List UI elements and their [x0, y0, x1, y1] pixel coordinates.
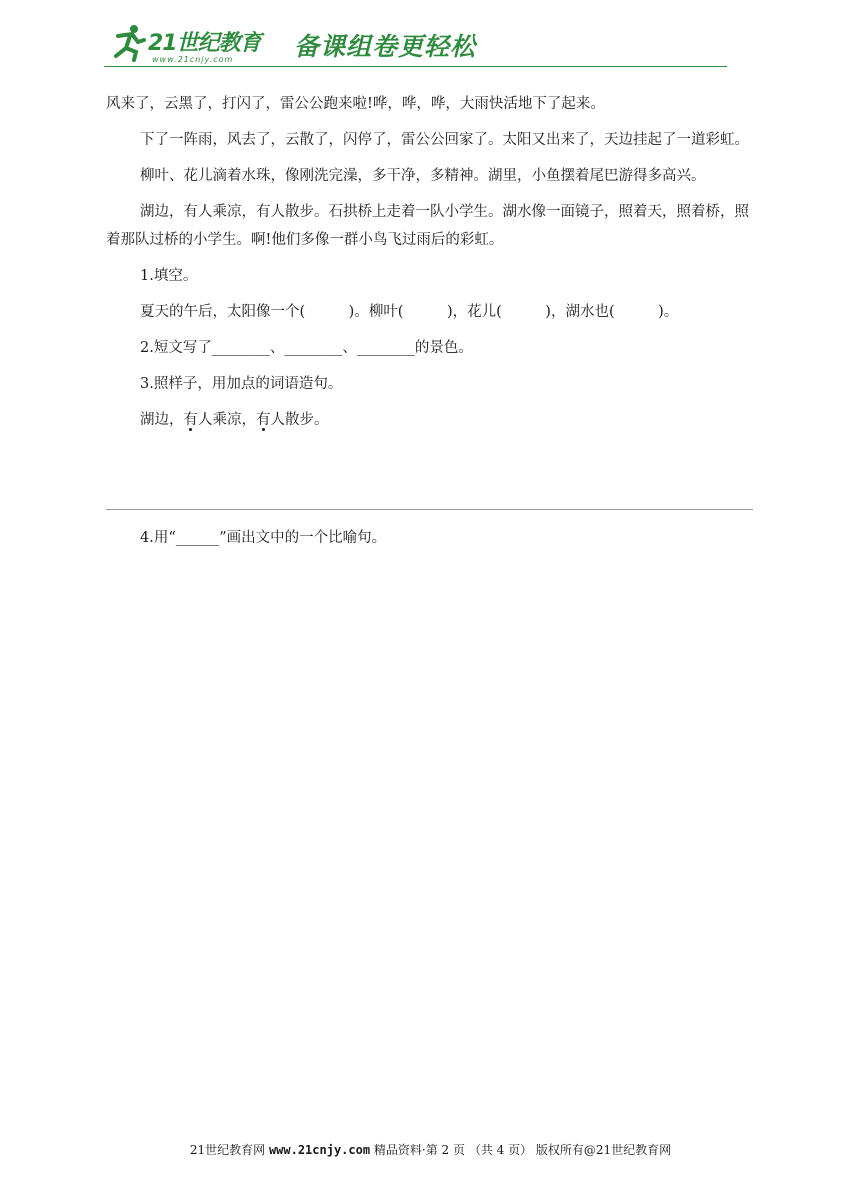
paragraph-1: 风来了，云黑了，打闪了，雷公公跑来啦!哗，哗，哗，大雨快活地下了起来。 — [106, 96, 605, 112]
question-1-body: 夏天的午后，太阳像一个( )。柳叶( )，花儿( )，湖水也( )。 — [140, 304, 679, 320]
question-1-title: 1.填空。 — [140, 268, 198, 284]
question-2: 2.短文写了________、________、________的景色。 — [140, 340, 473, 356]
dotted-word: 有 — [183, 412, 198, 428]
paragraph-2: 下了一阵雨，风去了，云散了，闪停了，雷公公回家了。太阳又出来了，天边挂起了一道彩虹。 — [140, 132, 749, 148]
dotted-word: 有 — [256, 412, 271, 428]
runner-logo-icon — [108, 22, 148, 62]
example-text: 人散步。 — [270, 412, 329, 428]
page-footer — [0, 1141, 861, 1158]
footer-site: www.21cnjy.com — [268, 1143, 371, 1157]
example-text: 人乘凉， — [198, 412, 256, 428]
paragraph-3: 柳叶、花儿滴着水珠，像刚洗完澡，多干净，多精神。湖里，小鱼摆着尾巴游得多高兴。 — [140, 168, 706, 184]
header-slogan: 备课组卷更轻松 — [294, 32, 477, 61]
footer-right: 精品资料·第 2 页 （共 4 页） 版权所有@21世纪教育网 — [373, 1143, 672, 1157]
logo-text: 21世纪教育 — [148, 31, 261, 56]
question-4: 4.用“______”画出文中的一个比喻句。 — [140, 530, 387, 546]
header-divider — [104, 66, 727, 67]
footer-left: 21世纪教育网 — [189, 1143, 266, 1157]
logo-url: www.21cnjy.com — [152, 55, 234, 64]
page-header — [104, 22, 727, 70]
answer-line — [106, 509, 753, 510]
example-text: 湖边， — [140, 412, 184, 428]
question-3-title: 3.照样子，用加点的词语造句。 — [140, 376, 343, 392]
question-3-example — [106, 406, 754, 434]
document-body — [106, 90, 754, 442]
paragraph-4: 湖边，有人乘凉，有人散步。石拱桥上走着一队小学生。湖水像一面镜子，照着天，照着桥，照着那队过桥的小学生。啊!他们多像一群小鸟飞过雨后的彩虹。 — [106, 204, 749, 248]
